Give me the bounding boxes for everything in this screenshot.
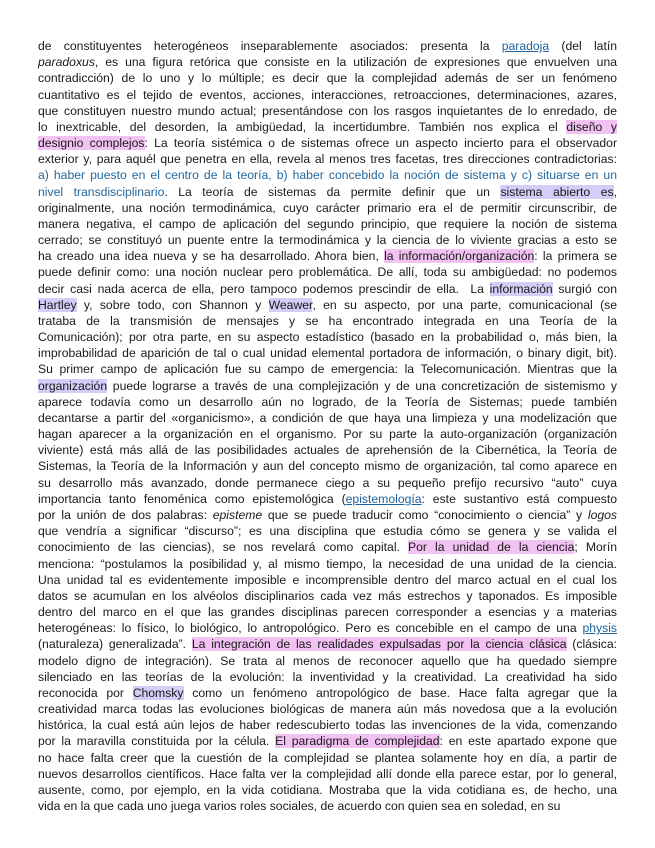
text-line [38, 410, 617, 426]
italic-text: episteme [212, 507, 263, 522]
text-run: ausente, como, por ejemplo, en la vida cotidiana. Mostraba que la vida cotidiana es, de hecho, una [38, 782, 617, 797]
highlighted-text: Por la unidad de la ciencia [408, 540, 575, 555]
text-run: puede lograrse a través de una complejización y de una concretización de sistemismo y [107, 378, 617, 393]
text-run: decir casi nada acerca de ella, pero tampoco podemos prescindir de ella. La [38, 281, 490, 296]
highlighted-text: Hartley [38, 297, 77, 312]
text-line [38, 604, 617, 620]
text-line [38, 701, 617, 717]
text-run: (del latín [549, 39, 618, 53]
text-run: Su primer campo de aplicación fue su campo de emergencia: la Telecomunicación. Mientras que la [38, 362, 617, 377]
text-run: menciona: “postulamos la posibilidad y, al mismo tiempo, la necesidad de una unidad de la ciencia. [38, 556, 617, 571]
text-line [38, 313, 617, 329]
text-run: improbabilidad de aparición de tal o cual unidad elemental portadora de información, o binary digit, bit). [38, 346, 617, 361]
text-line [38, 103, 617, 119]
text-run: (clásica: [566, 637, 617, 652]
text-run: silenciado en las teorías de la evolución: la inventividad y la creatividad. La creatividad ha sido [38, 669, 617, 684]
text-run: : este sustantivo está compuesto [421, 491, 617, 506]
text-run: (naturaleza) generalizada”. [38, 637, 192, 652]
text-line [38, 491, 617, 507]
text-run: , en su aspecto, por una parte, comunicacional (se [312, 297, 617, 312]
text-run: Comunicación); por otra parte, en su aspecto estadístico (basado en la probabilidad o, más bien, la [38, 330, 617, 345]
text-line [38, 442, 617, 458]
text-run: Una unidad tal es evidentemente imposible e incomprensible dentro del marco actual en el cual los [38, 572, 617, 587]
text-line [38, 394, 617, 410]
text-line [38, 556, 617, 572]
text-line [38, 750, 617, 766]
text-run: dentro del marco en el que las grandes disciplinas parecen corresponder a esencias y a materias [38, 605, 617, 620]
document-page [38, 38, 617, 814]
text-run: puede definir como: una noción nuclear pero problemática. De allí, toda su ambigüedad: no podemos [38, 265, 617, 280]
text-run: que vendría a significar “discurso”; es una disciplina que estudia cómo se genera y se valida el [38, 524, 617, 539]
highlighted-text: El paradigma de complejidad [275, 734, 440, 749]
text-run: contradicción) de lo uno y lo múltiple; es decir que la complejidad además de ser un fenómeno [38, 71, 617, 86]
text-line [38, 329, 617, 345]
blue-text: nivel transdisciplinario [38, 184, 165, 199]
text-run: de constituyentes heterogéneos inseparablemente asociados: presenta la [38, 39, 502, 53]
text-line [38, 717, 617, 733]
text-line [38, 151, 617, 167]
text-line [38, 38, 617, 54]
text-run: Sistemas, la Teoría de la Información y aun del concepto mismo de organización, tal como aparece en [38, 459, 617, 474]
highlighted-text: organización [38, 378, 108, 393]
text-line [38, 620, 617, 636]
text-line [38, 184, 617, 200]
highlighted-text: La integración de las realidades expulsadas por la ciencia clásica [191, 637, 567, 652]
text-line [38, 507, 617, 523]
text-run: trataba de la transmisión de mensajes y se ha encontrado integrada en una Teoría de la [38, 313, 617, 328]
link[interactable]: epistemología [345, 491, 422, 506]
text-run: datos se acumulan en los alvéolos disciplinarios cada vez más estrechos y taponados. Es imposible [38, 588, 617, 603]
text-run: ha creado una idea nueva y se ha desarrollado. Ahora bien, [38, 249, 385, 264]
text-line [38, 782, 617, 798]
text-line [38, 458, 617, 474]
text-line [38, 572, 617, 588]
text-run: nuevos desarrollos científicos. Hace falta ver la complejidad allí donde ella parece estar, por lo general, [38, 766, 617, 781]
text-line [38, 653, 617, 669]
text-run: como un fenómeno antropológico de base. Hace falta agregar que la [183, 685, 617, 700]
text-line [38, 216, 617, 232]
text-run: cuantitativo es el tejido de eventos, acciones, interacciones, retroacciones, determinaciones, azares, [38, 87, 617, 102]
text-run: , [613, 184, 617, 199]
text-line [38, 523, 617, 539]
text-line [38, 798, 617, 814]
text-line [38, 588, 617, 604]
text-run: . La teoría de sistemas da permite definir que un [164, 184, 501, 199]
text-line [38, 475, 617, 491]
text-run: no hace falta creer que la cuestión de la complejidad se plantea solamente hoy en día, a partir de [38, 750, 617, 765]
text-line [38, 248, 617, 264]
text-run: hagan aparecer a la organización en el organismo. Por su parte la auto-organización (organización [38, 427, 617, 442]
text-run: aparece todavía como un desarrollo aún no logrado, de la Teoría de Sistemas; puede también [38, 394, 617, 409]
text-run: y, sobre todo, con Shannon y [76, 297, 269, 312]
text-run: viviente) está más allá de las posibilidades actuales de aprehensión de la Cibernética, la Teoría de [38, 443, 617, 458]
text-line [38, 733, 617, 749]
highlighted-text: sistema abierto es [500, 184, 614, 199]
text-run: , es una figura retórica que consiste en la utilización de expresiones que envuelven una [94, 55, 617, 70]
highlighted-text: información [489, 281, 553, 296]
text-run: su desarrollo más avanzado, donde permanece ciego a su pequeño prefijo recursivo “auto” cuya [38, 475, 617, 490]
text-line [38, 297, 617, 313]
text-run: por la unión de dos palabras: [38, 507, 213, 522]
text-run: originalmente, una noción termodinámica, cuyo carácter primario era el de permitir circunscribir, de [38, 200, 617, 215]
text-line [38, 119, 617, 135]
text-run: : en este apartado expone que [439, 734, 617, 749]
text-line [38, 669, 617, 685]
text-run: decantarse a partir del «organicismo», a condición de que haya una limpieza y una modelización que [38, 410, 617, 425]
highlighted-text: Chomsky [132, 685, 184, 700]
text-run: por la maravilla constituida por la célula. [38, 734, 276, 749]
text-run: manera negativa, el campo de aplicación del segundo principio, que requiere la noción de sistema [38, 216, 617, 231]
italic-text: logos [587, 507, 617, 522]
text-line [38, 685, 617, 701]
text-run: : La teoría sistémica o de sistemas ofrece un aspecto incierto para el observador [144, 136, 618, 151]
text-run: reconocida por [38, 685, 133, 700]
text-run: cerrado; se constituyó un puente entre la termodinámica y la ciencia de lo viviente gracias a esto se [38, 233, 617, 248]
link[interactable]: paradoja [501, 39, 550, 53]
text-run: conocimiento de las ciencias), se nos revelará como capital. [38, 540, 408, 555]
text-line [38, 378, 617, 394]
text-run: modelo digno de integración). Se trata al menos de reconocer aquello que ha quedado siempre [38, 653, 617, 668]
highlighted-text: diseño y [566, 119, 617, 134]
text-run: histórica, la cual está aún lejos de haber redescubierto todas las invenciones de la vida, comenzando [38, 718, 617, 733]
text-run: vida en la que cada uno juega varios roles sociales, de acuerdo con quien sea en soledad, en su [38, 799, 561, 814]
text-run: lo inextricable, del desorden, la ambigüedad, la incertidumbre. También nos explica el [38, 119, 567, 134]
text-run: : la primera se [534, 249, 617, 264]
link[interactable]: physis [582, 621, 617, 636]
text-run: exterior y, para aquél que penetra en ella, revela al menos tres facetas, tres direcciones contradictorias: [38, 152, 617, 167]
text-run: surgió con [552, 281, 617, 296]
text-line [38, 232, 617, 248]
text-run: creatividad marca todas las evoluciones biológicas de manera aún más novedosa que a la evolución [38, 702, 617, 717]
text-line [38, 135, 617, 151]
text-run: heterogéneas: lo físico, lo biológico, lo antropológico. Pero es concebible en el campo de una [38, 621, 583, 636]
text-run: importancia tanto fenoménica como epistemológica ( [38, 491, 346, 506]
text-run: ; Morín [574, 540, 617, 555]
text-line [38, 766, 617, 782]
text-line [38, 167, 617, 183]
highlighted-text: Weawer [268, 297, 313, 312]
italic-text: paradoxus [38, 55, 95, 70]
text-run: que se puede traducir como “conocimiento o ciencia” y [262, 507, 588, 522]
text-line [38, 426, 617, 442]
text-line [38, 264, 617, 280]
text-line [38, 539, 617, 555]
text-line [38, 70, 617, 86]
text-line [38, 636, 617, 652]
text-line [38, 345, 617, 361]
text-line [38, 200, 617, 216]
text-run: que constituyen nuestro mundo actual; presentándose con los rasgos inquietantes de lo enredado, de [38, 103, 617, 118]
text-line [38, 87, 617, 103]
highlighted-text: la información/organización [384, 249, 535, 264]
text-line [38, 54, 617, 70]
text-line [38, 281, 617, 297]
highlighted-text: designio complejos [38, 136, 145, 151]
blue-text: a) haber puesto en el centro de la teoría, b) haber concebido la noción de sistema y c) situarse en un [38, 168, 617, 183]
text-line [38, 361, 617, 377]
